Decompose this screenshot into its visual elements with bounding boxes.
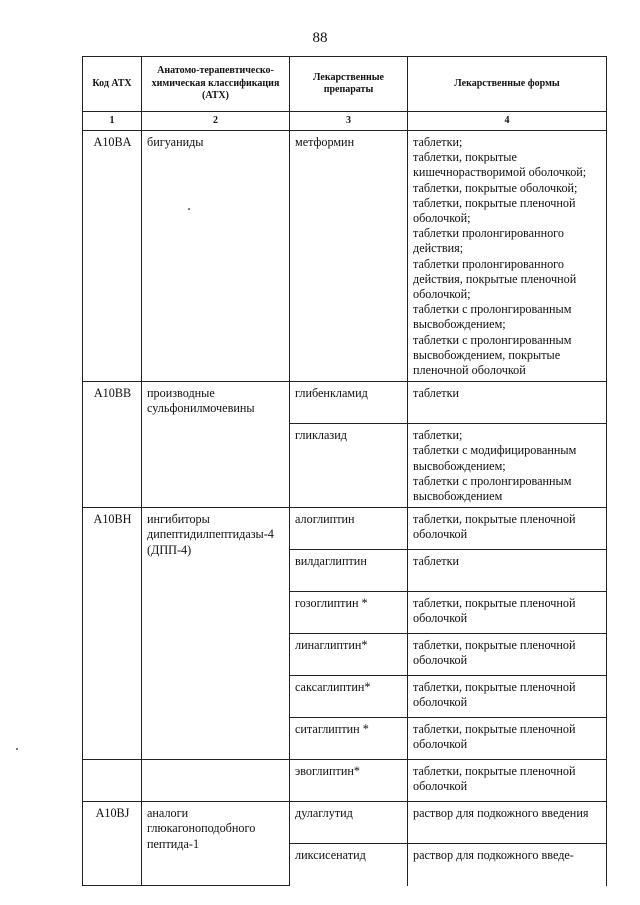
drug-name: дулаглутид [290,802,408,844]
dosage-form: таблетки, покрытые пленочной оболочкой; [413,195,576,226]
header-forms: Лекарственные формы [408,57,607,112]
dosage-form: таблетки, покрытые пленочной оболочкой [413,722,576,752]
drug-name: гозоглиптин * [290,592,408,634]
drug-name: вилдаглиптин [290,550,408,592]
header-atc: Анатомо-терапевтическо-химическая классификация (АТХ) [142,57,290,112]
header-drugs: Лекарственные препараты [290,57,408,112]
dosage-forms [408,844,607,886]
dosage-form: таблетки, покрытые пленочной оболочкой [413,680,576,710]
medicines-table [82,56,607,886]
column-number: 1 [83,112,142,131]
table-row [83,382,607,424]
drug-name: эвоглиптин* [290,760,408,802]
atc-group-name: бигуаниды [142,131,290,382]
dosage-forms [408,676,607,718]
atc-code: A10BJ [83,802,142,886]
dosage-form: таблетки, покрытые кишечнорастворимой оболочкой; [413,150,587,180]
drug-name: ликсисенатид [290,844,408,886]
dosage-forms [408,592,607,634]
table-row [83,508,607,550]
atc-code: A10BB [83,382,142,508]
table-row [83,760,607,802]
dosage-form: таблетки пролонгированного действия; [413,226,564,256]
dosage-form: таблетки [413,554,460,569]
dosage-form: таблетки с пролонгированным высвобождением [413,473,572,504]
dosage-forms [408,802,607,844]
atc-group-name: аналоги глюкагоноподобного пептида-1 [142,802,290,886]
dosage-form: таблетки с пролонгированным высвобождением; [413,302,572,332]
dosage-forms [408,718,607,760]
dosage-forms [408,131,607,382]
header-row [83,57,607,112]
drug-name: алоглиптин [290,508,408,550]
dosage-form: раствор для подкожного введе- [413,848,574,863]
column-number: 4 [408,112,607,131]
table-row [83,131,607,382]
drug-name: саксаглиптин* [290,676,408,718]
column-number: 2 [142,112,290,131]
atc-group-name [142,760,290,802]
dosage-form: таблетки пролонгированного действия, покрытые пленочной оболочкой; [413,256,577,302]
dosage-forms [408,424,607,508]
dosage-forms [408,382,607,424]
dosage-form: таблетки, покрытые пленочной оболочкой [413,596,576,626]
page-number: 88 [312,30,328,46]
drug-name: ситаглиптин * [290,718,408,760]
column-number-row [83,112,607,131]
atc-code: A10BA [83,131,142,382]
drug-name: гликлазид [290,424,408,508]
drug-name: метформин [290,131,408,382]
atc-group-name: ингибиторы дипептидилпептидазы-4 (ДПП-4) [142,508,290,760]
dosage-form: таблетки; [413,428,463,443]
dosage-form: таблетки, покрытые пленочной оболочкой [413,638,576,668]
atc-group-name: производные сульфонилмочевины [142,382,290,508]
dosage-form: таблетки, покрытые пленочной оболочкой [413,512,576,542]
table-row [83,802,607,844]
atc-code [83,760,142,802]
scan-dot [188,208,190,210]
scan-dot [16,748,18,750]
atc-code: A10BH [83,508,142,760]
dosage-forms [408,760,607,802]
table-body [83,131,607,886]
dosage-form: таблетки с пролонгированным высвобождением, покрытые пленочной оболочкой [413,332,572,378]
dosage-form: таблетки с модифицированным высвобождением; [413,443,577,473]
dosage-forms [408,550,607,592]
dosage-form: таблетки; [413,135,463,149]
header-code: Код АТХ [83,57,142,112]
dosage-form: таблетки, покрытые пленочной оболочкой [413,764,576,794]
drug-name: линаглиптин* [290,634,408,676]
dosage-form: таблетки, покрытые оболочкой; [413,180,578,195]
column-number: 3 [290,112,408,131]
dosage-form: таблетки [413,386,460,401]
drug-name: глибенкламид [290,382,408,424]
dosage-forms [408,634,607,676]
dosage-forms [408,508,607,550]
dosage-form: раствор для подкожного введения [413,806,589,821]
